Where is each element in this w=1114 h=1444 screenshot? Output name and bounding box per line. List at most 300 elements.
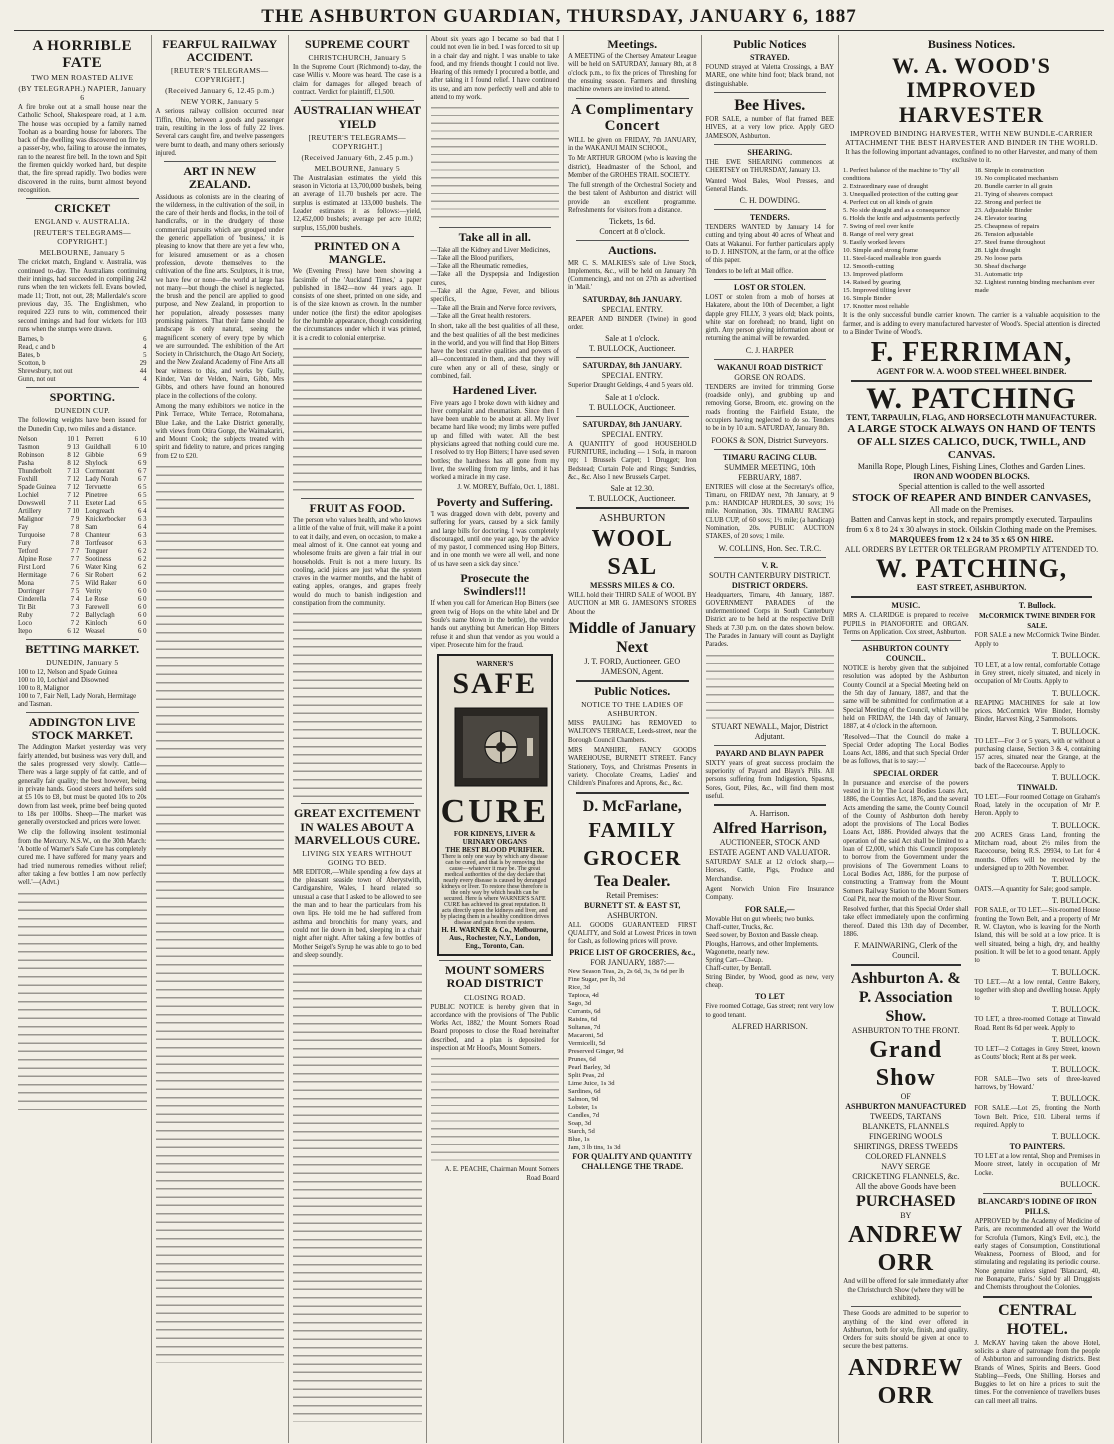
column-7-right	[975, 601, 1101, 1409]
notice-text: Resolved further, that this Special Order shall take effect immediately upon the confirming thereof. Dated this 13th day of December, 1886.	[843, 906, 969, 939]
column-2	[152, 35, 290, 1443]
feature-item: 8. Range of reel very great	[843, 231, 914, 239]
received-note: (Received January 6, 12.45 p.m.)	[165, 86, 275, 96]
weight-row	[85, 532, 146, 540]
article-text: Assiduous as colonists are in the clearing of the wilderness, in the cultivation of the soil, in the care of their herds and flocks, in the toil of handicrafts, or in the drudgery of those commercial pursuits which are grouped under the generic appellation of 'business,' it is pleasing to know that there are yet a few who, for leisured amusement or as a chosen profession, devote themselves to the cultivation of the fine arts. Sculptors, it is true, we have few or none—the world at large has not many—but though the chisel is neglected, the brush and the pencil are applied to good purpose, and New Zealand, in proportion to her population, already possesses many promising painters. That their fame should be landscape is only natural, seeing the magnificent scenery of every type by which we are surrounded. The exhibition of the Art Society in Christchurch, the Otago Art Society, and the New Zealand Academy of Fine Arts all bear witness to this, and works by Gully, Kinder, Van der Velden, Nairn, Gibb, Mrs Gibbs, and others have found an honoured place in the collections of the colony.	[155, 193, 284, 400]
weight-row	[18, 604, 79, 612]
andrew-orr-name: ANDREW ORR	[848, 1222, 964, 1277]
signature: FOOKS & SON, District Surveyors.	[711, 435, 829, 445]
weight-row-label: Guildhall	[85, 443, 111, 451]
headline-railway-accident: FEARFUL RAILWAY ACCIDENT.	[162, 37, 278, 65]
weight-row-label: Tortfeasor	[85, 539, 114, 547]
headline-hardened-liver: Hardened Liver.	[452, 383, 537, 398]
body-text-block	[293, 610, 422, 800]
weight-row	[18, 580, 79, 588]
notice-text: In pursuance and exercise of the powers vested in it by The Local Bodies Loans Act, 1886, the Counties Act, 1876, and the several Acts amending the same, the County Council of the County of Ashburton doth hereby adopt the provisions of The Local Bodies Loans Act, 1886. Provided always that the operation of the said Act shall be limited to a loan of £2,000, which this Council proposes to borrow from the Government under the provisions of The Government Loans to Local Bodies Act, 1886, for the purpose of constructing a Tramway from the Mount Somers Railway Station to the Mount Somers Coal Pit, near the mouth of the River Stour.	[843, 779, 969, 903]
feature-item: 29. No loose parts	[974, 255, 1023, 263]
for-sale-item: Spring Cart—Cheap.	[705, 957, 763, 965]
price-list-title: PRICE LIST OF GROCERIES, &c.,	[569, 948, 696, 958]
weight-row-value: 6 2	[138, 571, 147, 579]
weight-row	[18, 524, 79, 532]
safe-cure-sub: THE BEST BLOOD PURIFIER.	[445, 846, 545, 855]
feature-item: 9. Easily worked levers	[843, 239, 905, 247]
wool-sale-town: ASHBURTON	[599, 512, 666, 525]
weight-row-value: 7 8	[70, 539, 80, 547]
source-note: [REUTER'S TELEGRAMS—COPYRIGHT.]	[171, 66, 269, 85]
take-all-item: —Take all the Brain and Nerve force revivers,	[430, 304, 557, 312]
special-entry: SPECIAL ENTRY.	[601, 371, 663, 381]
headline-art-nz: ART IN NEW ZEALAND.	[183, 164, 257, 192]
goods-item: COLORED FLANNELS	[865, 1152, 947, 1162]
article-text: The Addington Market yesterday was very fairly attended, but business was very dull, and the sales progressed very slowly. Cattle—There was a large supply of fat cattle, and of generally fair quality; the best however, being in private hands. Good steers and heifers sold at £5 10s to £8, but must be quoted 10s to 20s down from last week, prime beef being quoted to 18s per 100lbs. Sheep—The market was generally overstocked and prices were lower.	[18, 744, 147, 827]
score-row	[18, 360, 147, 368]
signature: T. BULLOCK.	[1051, 967, 1100, 977]
weight-row	[85, 508, 146, 516]
patching-name-2: W. PATCHING,	[875, 554, 1068, 584]
column-7-left	[843, 601, 969, 1409]
signature: T. BULLOCK.	[1051, 820, 1100, 830]
weight-row-label: Dorringer	[18, 587, 45, 595]
signature: T. BULLOCK.	[1051, 650, 1100, 660]
weight-row	[85, 484, 146, 492]
weight-row-value: 6 3	[138, 539, 147, 547]
feature-item: 32. Lightest running binding mechanism ever made	[974, 279, 1095, 295]
headline-supreme-court: SUPREME COURT	[304, 37, 410, 51]
patching-orders: ALL ORDERS BY LETTER OR TELEGRAM PROMPTLY ATTENDED TO.	[844, 545, 1099, 555]
weights-table	[18, 436, 147, 636]
score-row-label: Read, c and b	[18, 344, 55, 352]
notice-text: WILL hold their THIRD SALE of WOOL BY AUCTION at MR G. JAMESON'S STORES About the	[568, 592, 697, 616]
harrison-name: Alfred Harrison,	[712, 820, 827, 838]
take-all-item: —Take all the Rheumatic remedies,	[430, 263, 528, 271]
betting-line: 100 to 7, Fair Nell, Lady Norah, Hermitage and Tasman.	[18, 693, 137, 709]
signature: J. W. MOREY, Buffalo, Oct. 1, 1881.	[457, 484, 559, 492]
show-title: Ashburton A. & P. Association Show.	[850, 970, 961, 1026]
weight-row-value: 6 0	[138, 627, 147, 635]
body-text-block	[431, 104, 560, 224]
notice-text: MISS PAULING has REMOVED to WALTON'S TERRACE, Leeds-street, near the Borough Council Chambers.	[568, 720, 697, 744]
notice-text: TO LET—For 3 or 5 years, with or without a purchasing clause, Section 3 & 4, containing 157 acres, situated near the Grange, at the back of the Racecourse. Apply to	[974, 737, 1100, 770]
to-let-title: TO LET	[755, 992, 785, 1002]
feature-item: 15. Improved tilting lever	[843, 287, 911, 295]
weight-row-value: 6 3	[138, 531, 147, 539]
signature: T. BULLOCK.	[1051, 1005, 1100, 1015]
safe-cure-advertisement	[437, 654, 554, 956]
features-right	[975, 167, 1101, 311]
weight-row	[18, 532, 79, 540]
divider	[714, 449, 827, 450]
notice-text: SATURDAY SALE at 12 o'clock sharp,— Horses, Cattle, Pigs, Produce and Merchandise.	[705, 859, 834, 883]
price-item: Salmon, 9d	[568, 1096, 599, 1104]
timaru-title: TIMARU RACING CLUB.	[722, 452, 817, 462]
weight-row-label: Ballyclagh	[85, 611, 115, 619]
weight-row	[85, 476, 146, 484]
notice-text: MRS MANHIRE, FANCY GOODS WAREHOUSE, BURNETT STREET. Fancy Stationery, Toys, and Christmas Presents in variety. Chocolate Creams, Ladies' and Children's Pinafores and Aprons, &c., &c.	[568, 747, 697, 788]
grocer-town: ASHBURTON.	[607, 910, 658, 920]
divider	[301, 803, 414, 804]
patching-marquees: MARQUEES from 12 x 24 to 35 x 65 ON HIRE.	[889, 535, 1054, 545]
signature: T. BULLOCK.	[1051, 772, 1100, 782]
feature-item: 16. Simple Binder	[843, 295, 892, 303]
price-item: Soap, 3d	[568, 1120, 592, 1128]
divider	[164, 161, 277, 162]
weight-row-value: 6 3	[138, 515, 147, 523]
feature-item: 13. Improved platform	[843, 271, 903, 279]
signature: T. BULLOCK.	[1051, 1035, 1100, 1045]
take-all-list	[431, 247, 560, 322]
signature: T. BULLOCK.	[1051, 896, 1100, 906]
notice-text: ENTRIES will close at the Secretary's office, Timaru, on FRIDAY next, 7th January, at 9 p.m.: HANDICAP HURDLES, 30 sovs; 1½ mile. Nomination, 30s. TIMARU RACING CLUB CUP, of 60 sovs; 1½ mile; (a handicap) Nomination, 20s. PUBLIC AUCTION STAKES, of 20 sovs; 1 mile.	[705, 483, 834, 541]
for-sale-item: Wagonette, nearly new.	[705, 948, 770, 956]
headline-take-all: Take all in all.	[458, 230, 531, 245]
blancard-title: BLANCARD'S IODINE OF IRON PILLS.	[977, 1197, 1097, 1216]
weight-row-value: 7 7	[70, 547, 80, 555]
divider	[851, 964, 961, 966]
weight-row	[18, 468, 79, 476]
column-1	[14, 35, 152, 1443]
weight-row	[18, 612, 79, 620]
purchased-by: BY	[900, 1211, 912, 1221]
feature-item: 26. Tension adjustable	[974, 231, 1034, 239]
notice-text: TO LET at a low rental, Shop and Premises in Moore street, lately in occupation of Mr Locke.	[974, 1153, 1100, 1177]
weight-row-label: Verity	[85, 587, 102, 595]
patching-attention: Special attention is called to the well assorted	[898, 482, 1045, 492]
weight-row-value: 6 0	[138, 579, 147, 587]
notice-text: MR C. S. MALKIES's sale of Live Stock, Implements, &c., will be held on January 7th (Commencing), and not on 27th as advertised in 'Mail.'	[568, 259, 697, 292]
safe-cure-text: There is only one way by which any disease can be cured, and that is by removing the cause—whatever it may be. The great medical authorities of the day declare that nearly every disease is caused by deranged kidneys or liver. To restore these therefore is the only way by which health can be secured. Here is where WARNER'S SAFE CURE has achieved its great reputation. It acts directly upon the kidneys and liver, and by placing them in a healthy condition drives disease and pain from the system.	[440, 854, 549, 927]
weight-row-value: 6 5	[138, 483, 147, 491]
district-orders: DISTRICT ORDERS.	[731, 580, 808, 590]
auctioneer: T. BULLOCK, Auctioneer.	[588, 344, 676, 354]
weight-row-label: Water King	[85, 563, 117, 571]
goods-item: TWEEDS, TARTANS	[870, 1112, 942, 1122]
signature: F. MAINWARING, Clerk of the Council.	[854, 941, 958, 961]
weight-row-label: Wild Raker	[85, 579, 117, 587]
weight-row	[85, 540, 146, 548]
notice-text: MRS A. CLARIDGE is prepared to receive PUPILS in PIANOFORTE and ORGAN. Terms on Application. Cox street, Ashburton.	[843, 612, 969, 636]
wakanui-sub: GORSE ON ROADS.	[734, 372, 806, 382]
headline-wheat-yield: AUSTRALIAN WHEAT YIELD	[293, 103, 421, 131]
weight-row-value: 6 0	[138, 595, 147, 603]
for-sale-item: Chaff-cutter, by Bentall.	[705, 965, 772, 973]
weight-row-value: 6 4	[138, 523, 147, 531]
price-item: Raisins, 6d	[568, 1016, 598, 1024]
weight-row-value: 8 12	[67, 459, 80, 467]
headline-mount-somers: MOUNT SOMERS ROAD DISTRICT	[445, 963, 545, 991]
score-row-value: 4	[143, 376, 147, 384]
headline-wales-cure: GREAT EXCITEMENT IN WALES ABOUT A MARVELLOUS CURE.	[293, 806, 421, 847]
price-item: Preserved Ginger, 9d	[568, 1048, 624, 1056]
weight-row-value: 6 9	[138, 451, 147, 459]
take-all-item: —Take all the Great health restorers.	[430, 312, 531, 320]
column-5	[564, 35, 702, 1443]
notice-text: OATS.—A quantity for Sale; good sample.	[974, 886, 1092, 894]
feature-item: 24. Elevator tearing	[974, 215, 1027, 223]
harrison-sub: AUCTIONEER, STOCK AND ESTATE AGENT AND VALUATOR.	[709, 838, 831, 858]
weight-row-label: Robinson	[18, 451, 45, 459]
goods-item: SHIRTINGS, DRESS TWEEDS	[853, 1142, 958, 1152]
weight-row	[18, 628, 79, 636]
weight-row-value: 7 3	[70, 603, 80, 611]
betting-line: 100 to 10, Lochiel and Disowned	[18, 677, 109, 685]
weight-row-label: Tonguer	[85, 547, 108, 555]
signature: T. BULLOCK.	[1051, 1132, 1100, 1142]
weight-row	[85, 588, 146, 596]
weight-row	[18, 444, 79, 452]
score-row	[18, 344, 147, 352]
betting-line: 100 to 12, Nelson and Spade Guinea	[18, 669, 118, 677]
weight-row-value: 6 4	[138, 507, 147, 515]
notice-text: FOR SALE—Two sets of three-leaved harrows, by 'Howard.'	[974, 1075, 1100, 1091]
notice-text: REAPER AND BINDER (Twine) in good order.	[568, 315, 697, 332]
weights-right	[85, 436, 146, 636]
bee-hives-title: Bee Hives.	[734, 97, 806, 115]
column-7-lower	[843, 601, 1100, 1409]
divider	[714, 209, 827, 210]
wood-harvester-title: W. A. WOOD'S IMPROVED HARVESTER	[892, 53, 1051, 127]
score-row-value: 44	[139, 368, 147, 376]
weight-row-value: 6 9	[138, 459, 147, 467]
weight-row-label: Fay	[18, 523, 29, 531]
concert-time: Concert at 8 o'clock.	[599, 227, 666, 237]
weight-row-value: 7 12	[67, 483, 80, 491]
price-item: Macaroni, 5d	[568, 1032, 604, 1040]
patching-tents: A LARGE STOCK ALWAYS ON HAND OF TENTS OF ALL SIZES CALICO, DUCK, TWILL, AND CANVAS.	[847, 423, 1096, 462]
weight-row-value: 9 13	[67, 443, 80, 451]
weight-row	[85, 612, 146, 620]
notice-text: 'Resolved—That the Council do make a Special Order adopting The Local Bodies Loans Act, 1886, and that such Special Order be as follows, that is to say:—'	[843, 733, 969, 766]
features-left	[843, 167, 969, 311]
special-entry: SPECIAL ENTRY.	[601, 304, 663, 314]
grocer-name: D. McFarlane,	[582, 797, 682, 815]
score-row-value: 29	[139, 360, 147, 368]
weight-row-value: 7 12	[67, 491, 80, 499]
notice-text: TO LET.—Four roomed Cottage on Graham's Road, lately in the occupation of Mr P. Heron. Apply to	[974, 793, 1100, 818]
wool-sale-agent: J. T. FORD, Auctioneer. GEO JAMESON, Agent.	[584, 656, 681, 676]
subhead: TWO MEN ROASTED ALIVE	[31, 73, 134, 82]
divider	[576, 507, 689, 509]
signature: ALFRED HARRISON.	[731, 1021, 808, 1031]
manufactured-title: ASHBURTON MANUFACTURED	[845, 1102, 967, 1112]
grocer-tea: Tea Dealer.	[594, 872, 671, 890]
weight-row	[18, 476, 79, 484]
weight-row-label: Lady Norah	[85, 475, 118, 483]
signature: A. E. PEACHE, Chairman Mount Somers Road Board	[444, 1166, 559, 1182]
weight-row-label: Knickerbocker	[85, 515, 126, 523]
subhead: NOTICE TO THE LADIES OF ASHBURTON.	[581, 700, 684, 719]
price-item: Blue, 1s	[568, 1136, 590, 1144]
painters-title: TO PAINTERS.	[1009, 1142, 1065, 1152]
headline-swindlers: Prosecute the Swindlers!!!	[460, 571, 530, 599]
weight-row	[18, 596, 79, 604]
price-item: Sardines, 6d	[568, 1088, 601, 1096]
weight-row-label: Tetford	[18, 547, 38, 555]
weight-row-label: Dowswell	[18, 499, 46, 507]
notice-text: Five roomed Cottage, Gas street; rent very low to good tenant.	[705, 1003, 834, 1019]
weight-row-label: Weasel	[85, 627, 105, 635]
feature-item: 3. Unequalled protection of the cutting gear	[843, 191, 959, 199]
weight-row-value: 7 10	[67, 507, 80, 515]
column-4	[427, 35, 565, 1443]
wood-harvester-sub: IMPROVED BINDING HARVESTER, WITH NEW BUNDLE-CARRIER ATTACHMENT THE BEST HARVESTER AND BINDER IN THE WORLD.	[845, 128, 1098, 147]
weight-row	[18, 452, 79, 460]
divider	[983, 1193, 1093, 1194]
for-sale-item: Movable Hut on gut wheels; two bunks.	[705, 915, 815, 923]
weight-row	[85, 548, 146, 556]
section-public-notices: Public Notices.	[594, 683, 671, 698]
article-text: In short, take all the best qualities of all these, and the best qualities of all the best medicines in the world, and you will find that Hop Bitters have the best curative qualities and powers of all—concentrated in them, and that they will cure when any or all of these, singly or combined, fail.	[430, 323, 559, 381]
source-note: [REUTER'S TELEGRAMS—COPYRIGHT.]	[33, 228, 131, 247]
masthead: THE ASHBURTON GUARDIAN, THURSDAY, JANUARY 6, 1887	[14, 6, 1104, 31]
harvester-text: It is the only successful bundle carrier known. The carrier is a valuable acquisition to the farmer, and is adding to every manufactured harvester of Wood's. Special attention is directed to a Binder Twine of Wood's.	[843, 312, 1100, 336]
notice-text: These Goods are admitted to be superior to anything of the kind ever offered in Ashburton, both for style, finish, and quality. Orders for suits should be given at once to secure the best patterns.	[843, 1310, 969, 1351]
divider	[714, 92, 827, 93]
weight-row-label: Foxhill	[18, 475, 38, 483]
feature-item: 21. Tying of sheaves compact	[974, 191, 1053, 199]
grocer-address: BURNETT ST. & EAST ST,	[584, 900, 681, 910]
tenders-title: TENDERS.	[749, 213, 790, 223]
feature-item: 18. Simple in construction	[974, 167, 1045, 175]
notice-text: FOR SALE a new McCormick Twine Binder. Apply to	[974, 632, 1100, 648]
wood-harvester-intro: It has the following important advantages, confined to no other Harvester, and many of them exclusive to it.	[845, 148, 1098, 165]
feature-item: 28. Light draught	[974, 247, 1021, 255]
weight-row-label: Thunderbolt	[18, 467, 52, 475]
notice-text: ALL GOODS GUARANTEED FIRST QUALITY, and Sold at Lowest Prices in town for Cash, as following prices will prove.	[568, 921, 697, 946]
weight-row	[18, 492, 79, 500]
notice-text: Superior Draught Geldings, 4 and 5 years old.	[568, 382, 694, 390]
article-text: The person who values health, and who knows a little of the value of fruit, will make it a point to eat it daily, and even, on occasion, to make a meal almost of it. One cannot eat young and wholesome fruits are given a fair trial in our households. Fruit is not a mere luxury. Its cooling, acid juices are just what the system craves in the warmer months, and the habit of eating apples, oranges, and grapes freely would do much to banish indigestion and constipation from the community.	[293, 517, 422, 608]
music-title: MUSIC.	[891, 601, 921, 611]
price-item: Prunes, 6d	[568, 1056, 596, 1064]
price-item: Lobster, 1s	[568, 1104, 598, 1112]
auctioneer: T. BULLOCK, Auctioneer.	[588, 402, 676, 412]
weight-row-label: Malignor	[18, 515, 44, 523]
weight-row	[85, 580, 146, 588]
headline-sporting: SPORTING.	[49, 390, 115, 405]
feature-item: 7. Swing of reel over knife	[843, 223, 914, 231]
payard-title: PAYARD AND BLAYN PAPER	[715, 748, 824, 758]
article-text: About six years ago I became so bad that I could not even lie in bed. I was forced to sit up in a chair day and night. I was unable to take food, and my friends thought I could not live. Hearing of this remedy I procured a bottle, and after taking it I found relief. I have continued its use, and am now perfectly well and able to attend to my work.	[430, 36, 559, 102]
weight-row	[18, 556, 79, 564]
weight-row	[85, 564, 146, 572]
for-sale-item: String Binder, by Wood, good as new, very cheap.	[705, 973, 834, 989]
divider	[576, 792, 689, 794]
score-row-label: Shrewsbury, not out	[18, 368, 73, 376]
notice-text: FOR SALE.—Lot 25, fronting the North Town Belt. Price, £10. Liberal terms if required. Apply to	[974, 1105, 1100, 1129]
purchased-title: PURCHASED	[855, 1193, 956, 1211]
weight-row-label: Itepo	[18, 627, 32, 635]
patching-blocks: IRON AND WOODEN BLOCKS.	[913, 472, 1030, 482]
for-sale-list	[706, 916, 835, 991]
weight-row-label: Nelson	[18, 435, 38, 443]
weight-row-value: 7 5	[70, 579, 80, 587]
feature-item: 5. No side draught and as a consequence	[843, 207, 950, 215]
received-note: (Received January 6th, 2.45 p.m.)	[301, 152, 414, 162]
weight-row	[18, 588, 79, 596]
patching-name: W. PATCHING	[866, 382, 1077, 416]
auctioneer: T. BULLOCK, Auctioneer.	[588, 494, 676, 504]
notice-text: TO LET.—At a low rental, Centre Bakery, together with shop and dwelling house. Apply to	[974, 978, 1100, 1003]
andrew-orr-name-2: ANDREW ORR	[848, 1354, 964, 1409]
divider	[439, 960, 552, 961]
safe-cure-agent: H. H. WARNER & Co., Melbourne, Aus., Rochester, N.Y., London, Eng., Toronto, Can.	[441, 926, 549, 951]
feature-item: 12. Smooth-cutting	[843, 263, 894, 271]
price-item: Candles, 7d	[568, 1112, 600, 1120]
weight-row-label: Cormorant	[85, 467, 115, 475]
weight-row-label: Chanteur	[85, 531, 111, 539]
patching-sub: TENT, TARPAULIN, FLAG, AND HORSECLOTH MANUFACTURER.	[846, 413, 1097, 423]
patching-made: All made on the Premises.	[929, 505, 1014, 515]
patching-canvases: STOCK OF REAPER AND BINDER CANVASES,	[852, 492, 1091, 505]
betting-line: 100 to 8, Malignor	[18, 685, 69, 693]
wool-sale-firm: MESSRS MILES & CO.	[590, 581, 675, 591]
sale-date: SATURDAY, 8th JANUARY.	[582, 294, 682, 304]
signature: T. BULLOCK.	[1051, 1094, 1100, 1104]
notice-text: TENDERS are invited for trimming Gorse (roadside only), and grubbing up and removing Gorse, Broom, etc. growing on the roads fronting the Fairfield Estate, the occupiers having neglected to do so. Tenders to be in by 10 a.m. SATURDAY, January 8th.	[705, 383, 834, 433]
weight-row	[18, 548, 79, 556]
article-text: A fire broke out at a small house near the Catholic School, Shakespeare road, at 1 a.m. The house was occupied by a family named Toohan as a boarding house for laborers. The back of the dwelling was discovered on fire by a passer-by, who, failing to arouse the inmates, ran to the nearest fire bell. In the town and Spit the firemen quickly worked hard, but despite that, the fire spread rapidly. Two bodies were discovered in the ruins, burnt almost beyond recognition.	[18, 104, 147, 194]
notice-text: FOUND strayed at Valetta Crossings, a BAY MARE, one white hind foot; black brand, not distinguishable.	[705, 64, 834, 88]
feature-item: 4. Perfect cut on all kinds of grain	[843, 199, 933, 207]
divider	[26, 639, 139, 640]
for-sale-item: Chaff-cutter, Trucks, &c.	[705, 923, 774, 931]
tinwald-title: TINWALD.	[1017, 782, 1058, 792]
vr-title: V. R.	[761, 560, 779, 570]
signature: C. H. DOWDING.	[739, 196, 800, 206]
weight-row	[85, 468, 146, 476]
weight-row-value: 6 12	[67, 627, 80, 635]
weight-row	[85, 620, 146, 628]
notice-text: A MEETING of the Chertsey Amateur League will be held on SATURDAY, January 8th, at 8 o'clock p.m., to fix the prices of Threshing for the ensuing season. Farmers and threshing machine owners are invited to attend.	[568, 53, 697, 94]
weight-row-label: Perrett	[85, 435, 104, 443]
article-text: The following weights have been issued for the Dunedin Cup, two miles and a distance.	[18, 417, 147, 433]
weight-row-value: 7 2	[70, 611, 80, 619]
article-text: We clip the following insolent testimonial from the Mercury. N.S.W., on the 30th March: 'A bottle of Warner's Safe Cure has completely cured me. I have suffered for many years and had tried numerous remedies without relief; after taking a few bottles I am now perfectly well.'—(Advt.)	[18, 829, 147, 887]
weight-row-label: Le Rose	[85, 595, 108, 603]
dateline: DUNEDIN, January 5	[46, 658, 119, 668]
weight-row-label: Cinderella	[18, 595, 47, 603]
weight-row-value: 10 1	[67, 435, 80, 443]
price-list-footer: FOR QUALITY AND QUANTITY CHALLENGE THE TRADE.	[572, 1152, 693, 1172]
weight-row	[18, 484, 79, 492]
weight-row-value: 6 0	[138, 587, 147, 595]
weight-row-value: 7 12	[67, 475, 80, 483]
divider	[301, 100, 414, 101]
notice-text: APPROVED by the Academy of Medicine of Paris, are recommended all over the World for Scrofula (Tumors, King's Evil, etc.), the early stages of Consumption, Constitutional Weakness, Poorness of Blood, and for stimulating and regulating its periodic course. None genuine unless signed 'Blancard, 40, rue Bonaparte, Paris.' Sold by all Druggists and Chemists throughout the Colonies.	[974, 1218, 1100, 1292]
divider	[851, 640, 961, 641]
score-row-value: 4	[143, 344, 147, 352]
weight-row	[85, 596, 146, 604]
headline-mangle: PRINTED ON A MANGLE.	[314, 238, 401, 267]
notice-text: To Mr ARTHUR GROOM (who is leaving the district), Headmaster of the School, and Member of the GROHES TRAIL SOCIETY.	[568, 155, 697, 179]
notice-text: FOR SALE, or TO LET.—Six-roomed House fronting the Town Belt, and a property of Mr R. W. Clayton, who is leaving for the North Island, this will be sold at a low price. It is well situated, being a high, dry, and healthy position. It will be let to a good tenant. Apply to	[974, 907, 1100, 965]
weight-row	[18, 436, 79, 444]
goods-item: BLANKETS, FLANNELS	[862, 1122, 950, 1132]
weight-row	[18, 460, 79, 468]
price-item: Rice, 3d	[568, 984, 590, 992]
price-item: Jam, 3 lb tins, 1s 3d	[568, 1144, 621, 1152]
safe-cure-cure-word: CURE	[440, 793, 549, 831]
special-entry: SPECIAL ENTRY.	[601, 429, 663, 439]
harrison-label: A. Harrison.	[749, 809, 790, 819]
weight-row	[85, 444, 146, 452]
weight-row-value: 6 2	[138, 547, 147, 555]
weight-row-label: Tit Bit	[18, 603, 36, 611]
notice-text: WILL be given on FRIDAY, 7th JANUARY, in the WAKANUI MAIN SCHOOL,	[568, 136, 697, 152]
feature-item: 25. Cheapness of repairs	[974, 223, 1040, 231]
weight-row-label: Mona	[18, 579, 34, 587]
notice-text: TO LET, at a low rental, comfortable Cottage in Grey street, nicely situated, and nicely in occupation of Mr Coutts. Apply to	[974, 661, 1100, 686]
